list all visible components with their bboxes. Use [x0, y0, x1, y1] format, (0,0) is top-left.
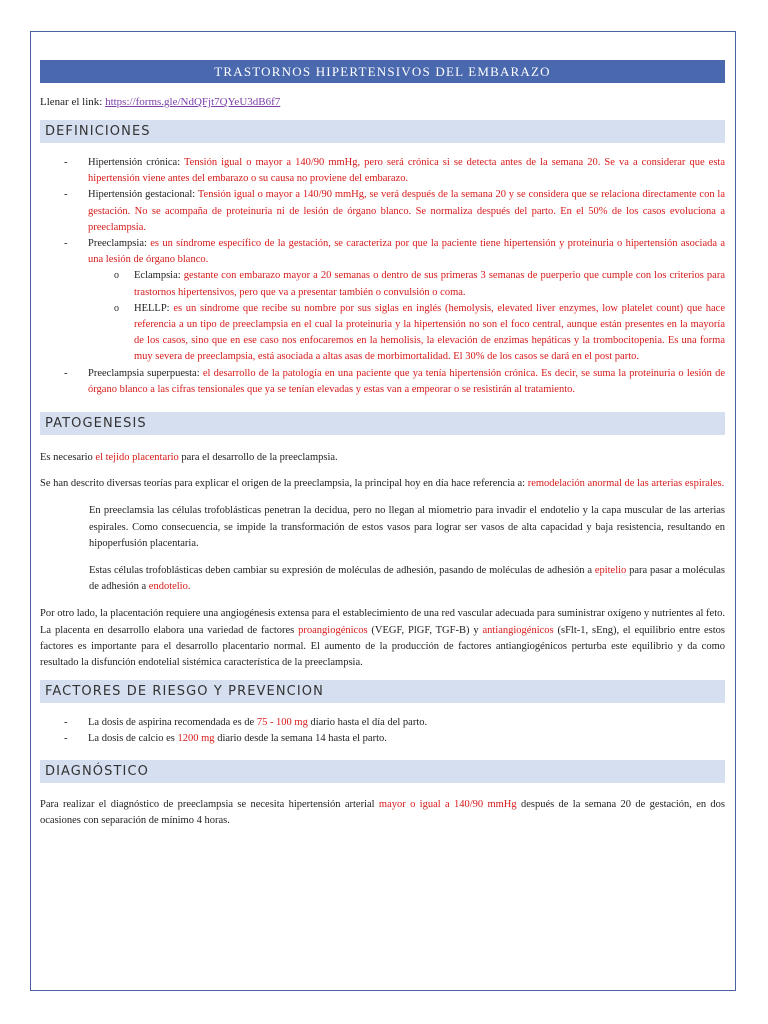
- form-link-line: [40, 95, 725, 110]
- highlight-text: endotelio.: [148, 581, 191, 593]
- text: Estas células trofoblásticas deben cambiar su expresión de moléculas de adhesión, pasando de moléculas de adhesión a: [89, 565, 592, 577]
- text: Es necesario: [40, 452, 93, 464]
- text: La dosis de aspirina recomendada es de: [88, 717, 255, 729]
- paragraph: [40, 563, 725, 595]
- highlight-text: remodelación anormal de las arterias espirales.: [527, 478, 725, 490]
- term: Preeclampsia:: [88, 238, 147, 250]
- text: Para realizar el diagnóstico de preeclampsia se necesita hipertensión arterial: [40, 798, 375, 810]
- term: Preeclampsia superpuesta:: [88, 367, 200, 379]
- highlight-text: proangiogénicos: [298, 624, 368, 636]
- sub-list: [40, 268, 725, 365]
- highlight-text: antiangiogénicos: [482, 624, 554, 636]
- definition-text: gestante con embarazo mayor a 20 semanas o dentro de sus primeras 3 semanas de puerperio que cumple con los criterios para trastornos hipertensivos, pero que va a presentar también o convulsión o coma.: [134, 270, 725, 298]
- text: después de la semana 20 de gestación, en dos ocasiones con separación de mínimo 4 horas.: [40, 798, 726, 826]
- text: La dosis de calcio es: [88, 733, 175, 745]
- highlight-text: 75 - 100 mg: [256, 717, 308, 729]
- highlight-text: el tejido placentario: [95, 452, 179, 464]
- definition-text: es un síndrome que recibe su nombre por sus siglas en inglés (hemolysis, elevated liver enzymes, low platelet count) que hace referencia a un tipo de preeclampsia en el cual la proteinuria y la hipertensión no son el foco central, aunque están presentes en la mayoría de los casos, sino que en ese caso nos enfocaremos en la hemolisis, la elevación de enzimas hepáticas y la trombocitopenia. Es una forma muy severa de preeclampsia, está asociada a altas asas de morbimortalidad. El 30% de los casos se dará en el post parto.: [134, 302, 725, 363]
- text: Por otro lado, la placentación requiere una angiogénesis extensa para el establecimiento de una red vascular adecuada para suministrar oxígeno y nutrientes al feto. La placenta en desarrollo elabora una variedad de factores: [40, 608, 725, 636]
- section-heading-diagnostico: DIAGNÓSTICO: [40, 760, 725, 783]
- list-item: [40, 236, 725, 366]
- sub-list-item: [40, 301, 725, 366]
- link-label: Llenar el link:: [40, 96, 103, 108]
- highlight-text: epitelio: [594, 565, 627, 577]
- list-item: [40, 715, 725, 731]
- document-body: [40, 60, 725, 829]
- form-link[interactable]: https://forms.gle/NdQFjt7QYeU3dB6f7: [105, 96, 281, 108]
- term: Hipertensión crónica:: [88, 157, 181, 168]
- sub-list-item: [40, 268, 725, 300]
- text: diario hasta el día del parto.: [310, 717, 428, 729]
- text: para el desarrollo de la preeclampsia.: [181, 452, 338, 464]
- term: Hipertensión gestacional:: [88, 189, 196, 201]
- text: Se han descrito diversas teorías para explicar el origen de la preeclampsia, la principal hoy en día hace referencia a:: [40, 478, 526, 490]
- definition-text: es un síndrome específico de la gestación, se caracteriza por que la paciente tiene hipertensión y proteinuria o hipertensión asociada a una lesión de órgano blanco.: [88, 238, 725, 266]
- section-heading-definiciones: DEFINICIONES: [40, 120, 725, 143]
- text: (sFlt-1, sEng), el equilibrio entre estos factores es importante para el desarrollo placentario normal. El aumento de la producción de factores antiangiogénicos perturba este equilibrio y da como resultado la disfunción endotelial sistémica característica de la preeclampsia.: [40, 624, 725, 669]
- text: para pasar a moléculas de adhesión a: [89, 565, 726, 593]
- text: diario desde la semana 14 hasta el parto.: [217, 733, 387, 745]
- paragraph: [40, 476, 725, 492]
- paragraph: [40, 450, 725, 466]
- term: HELLP:: [134, 302, 170, 314]
- paragraph: [40, 606, 725, 671]
- section-heading-patogenesis: PATOGENESIS: [40, 412, 725, 435]
- factores-list: [40, 715, 725, 747]
- term: Eclampsia:: [134, 270, 181, 282]
- text: (VEGF, PlGF, TGF-B) y: [371, 624, 479, 636]
- definition-text: Tensión igual o mayor a 140/90 mmHg, se verá después de la semana 20 y se considera que se relaciona directamente con la gestación. No se acompaña de proteinuria ni de lesión de órgano blanco. Se normaliza después del parto. En el 50% de los casos evoluciona a preeclampsia.: [88, 189, 725, 233]
- highlight-text: mayor o igual a 140/90 mmHg: [378, 798, 517, 810]
- list-item: [40, 187, 725, 236]
- definition-text: el desarrollo de la patología en una paciente que ya tenía hipertensión crónica. Es decir, se suma la proteinuria o lesión de órgano blanco a las cifras tensionales que ya se tenían elevadas y estas van a empeorar o se resistirán al tratamiento.: [88, 367, 726, 395]
- paragraph: En preeclamsia las células trofoblásticas penetran la decidua, pero no llegan al miometrio para invadir el endotelio y la capa muscular de las arterias espirales. Como consecuencia, se impide la transformación de estos vasos para lograr ser vasos de alta capacidad y baja resistencia, resultando en hipoperfusión placentaria.: [89, 505, 725, 549]
- section-heading-factores: FACTORES DE RIESGO Y PREVENCION: [40, 680, 725, 703]
- document-title: TRASTORNOS HIPERTENSIVOS DEL EMBARAZO: [40, 60, 725, 83]
- list-item: [40, 366, 725, 398]
- definition-text: Tensión igual o mayor a 140/90 mmHg, pero será crónica si se detecta antes de la semana 20. Se va a considerar que esta hipertensión viene antes del embarazo o su causa no proviene del embarazo.: [88, 157, 725, 185]
- paragraph: [40, 797, 725, 829]
- definitions-list: [40, 155, 725, 398]
- list-item: [40, 731, 725, 747]
- list-item: [40, 155, 725, 187]
- highlight-text: 1200 mg: [177, 733, 215, 745]
